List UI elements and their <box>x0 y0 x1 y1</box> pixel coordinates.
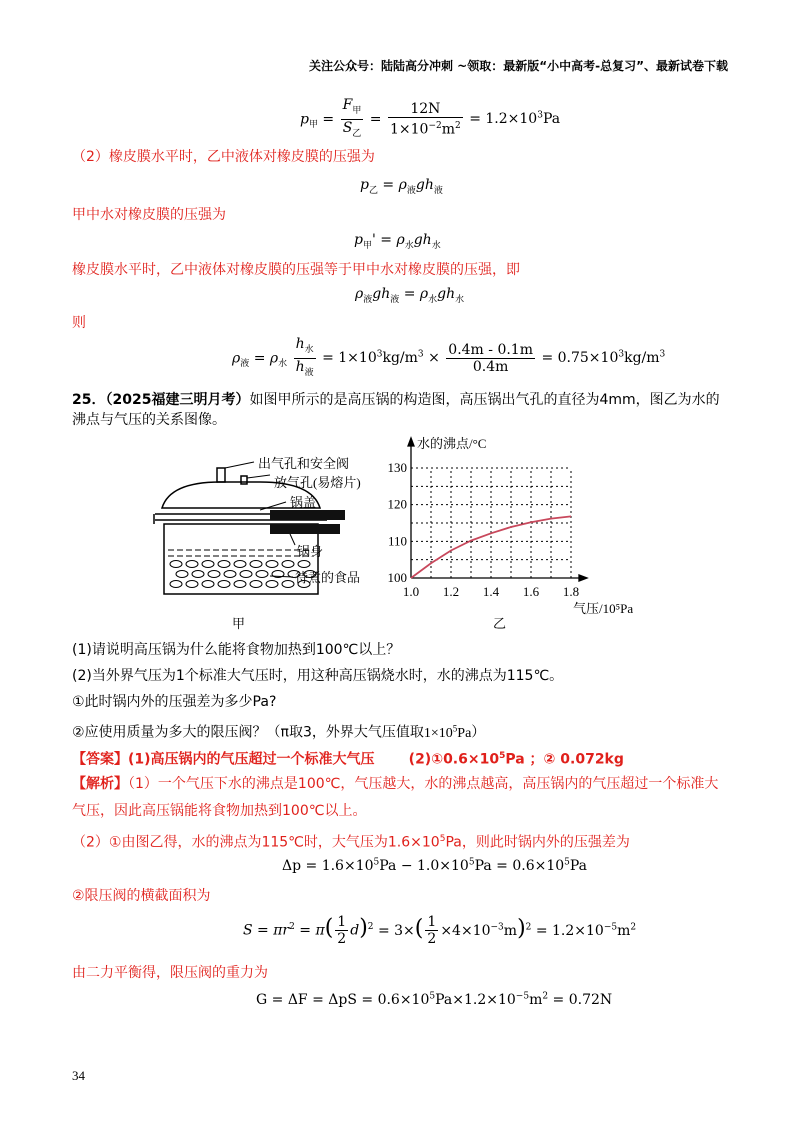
food-piece <box>240 571 252 578</box>
food-piece <box>202 561 214 568</box>
food-piece <box>256 571 268 578</box>
x-tick-label: 1.2 <box>442 584 460 599</box>
x-tick-label: 1.4 <box>482 584 500 599</box>
food-piece <box>186 581 198 588</box>
food-piece <box>170 581 182 588</box>
equation-area: $S = \pi r^2 = \pi$( $\frac{1}{2}$ d)$^2$ = 3×( $\frac{1}{2}$ $\times 4\times 10^{-3}m)^2 = 1.2\times 10^{-5}m^2$ <box>243 914 637 947</box>
page-number: 34 <box>72 1068 85 1083</box>
sub-question-2b: ②应使用质量为多大的限压阀？（π取3，外界大气压值取$1\times 10^5Pa$） <box>72 723 486 741</box>
food-piece <box>176 571 188 578</box>
caption-jia: 甲 <box>232 616 246 631</box>
food-piece <box>250 561 262 568</box>
label-vent: 放气孔(易熔片) <box>274 475 361 490</box>
x-tick-label: 1.0 <box>402 584 420 599</box>
equation-density-result: $\rho_液 = \rho_水$ $\frac{h_水}{h_液}$ = $1\times 10^3kg/m^3$ × $\frac{0.4m - 0.1m}{0.4m}$ = $0.75\times 10^3kg/m^3$ <box>232 336 666 378</box>
food-piece <box>218 561 230 568</box>
y-tick-label: 110 <box>387 533 407 549</box>
body-handle <box>270 524 340 534</box>
y-axis-label: 水的沸点/°C <box>417 436 487 451</box>
food-piece <box>170 561 182 568</box>
label-body: 锅身 <box>297 544 324 559</box>
sub-question-2: (2)当外界气压为1个标准大气压时，用这种高压锅烧水时，水的沸点为115℃。 <box>72 668 564 684</box>
food-piece <box>224 571 236 578</box>
label-lid: 锅盖 <box>290 495 317 510</box>
food-piece <box>282 561 294 568</box>
equation-pressure-jia: $p_甲$ = $\frac{F_甲}{S_乙}$ = $\frac{12N}{1\times 10^{-2}m^2}$ = $1.2\times 10^3Pa$ <box>300 97 561 139</box>
x-tick-label: 1.8 <box>562 584 580 599</box>
y-tick-label: 120 <box>387 496 407 512</box>
question-25: 25．（2025福建三明月考）如图甲所示的是高压锅的构造图，高压锅出气孔的直径为4mm，图乙为水的 沸点与气压的关系图像。 <box>72 392 720 428</box>
label-food: 待煮的食品 <box>295 570 361 585</box>
food-piece <box>234 561 246 568</box>
y-axis-arrow <box>408 438 414 446</box>
x-tick-label: 1.6 <box>522 584 540 599</box>
equation-p-jia-water: $p_甲' = \rho_水gh_水$ <box>354 232 441 251</box>
label-outlet-valve: 出气孔和安全阀 <box>258 456 350 471</box>
food-piece <box>266 581 278 588</box>
food-piece <box>250 581 262 588</box>
food-piece <box>208 571 220 578</box>
food-piece <box>192 571 204 578</box>
sub-question-2a: ①此时锅内外的压强差为多少Pa? <box>72 694 277 710</box>
solution-gravity: 由二力平衡得，限压阀的重力为 <box>72 965 268 981</box>
safety-valve-shape <box>217 468 225 482</box>
boiling-point-chart <box>375 432 645 632</box>
pressure-cooker-diagram <box>150 450 370 635</box>
caption-yi: 乙 <box>493 616 507 631</box>
x-axis-label: 气压/10⁵Pa <box>573 601 634 616</box>
solution-then: 则 <box>72 315 86 331</box>
equation-equal-pressure: $\rho_液gh_液 = \rho_水gh_水$ <box>355 286 465 305</box>
analysis-line3: （2）①由图乙得，水的沸点为115℃时，大气压为$1.6\times 10^5Pa$，则此时锅内外的压强差为 <box>72 834 630 851</box>
y-tick-label: 100 <box>387 570 407 585</box>
solution-step-2-line3: 橡皮膜水平时，乙中液体对橡皮膜的压强等于甲中水对橡皮膜的压强，即 <box>72 262 520 278</box>
equation-pressure-difference: $\Delta p = 1.6\times 10^5Pa - 1.0\times 10^5Pa = 0.6\times 10^5Pa$ <box>282 857 588 874</box>
sub-question-1: (1)请说明高压锅为什么能将食物加热到100℃以上？ <box>72 642 401 658</box>
solution-area: ②限压阀的横截面积为 <box>72 888 211 904</box>
solution-step-2-line2: 甲中水对橡皮膜的压强为 <box>72 207 226 223</box>
page-header: 关注公众号：陆陆高分冲刺 ~领取：最新版“小中高考-总复习”、最新试卷下载 <box>309 59 728 73</box>
solution-step-2-line1: （2）橡皮膜水平时，乙中液体对橡皮膜的压强为 <box>72 149 375 165</box>
food-piece <box>202 581 214 588</box>
equation-gravity: $G = \Delta F = \Delta pS = 0.6\times 10^5Pa\times 1.2\times 10^{-5}m^2 = 0.72N$ <box>256 991 613 1008</box>
food-piece <box>186 561 198 568</box>
food-piece <box>234 581 246 588</box>
food-piece <box>282 581 294 588</box>
answer: 【答案】(1)高压锅内的气压超过一个标准大气压 $(2)①0.6\times 10^5Pa$ ；② 0.072kg <box>72 751 624 768</box>
food-piece <box>218 581 230 588</box>
analysis-line2: 气压，因此高压锅能将食物加热到100℃以上。 <box>72 803 367 819</box>
equation-p-yi: $p_乙 = \rho_液gh_液$ <box>360 177 443 196</box>
food-piece <box>266 561 278 568</box>
x-axis-arrow <box>579 575 587 581</box>
y-tick-label: 130 <box>387 460 407 475</box>
food-piece <box>298 561 310 568</box>
analysis: 【解析】（1）一个气压下水的沸点是100℃，气压越大，水的沸点越高，高压锅内的气压超过一个标准大 <box>72 776 719 792</box>
lid-handle <box>270 510 345 520</box>
